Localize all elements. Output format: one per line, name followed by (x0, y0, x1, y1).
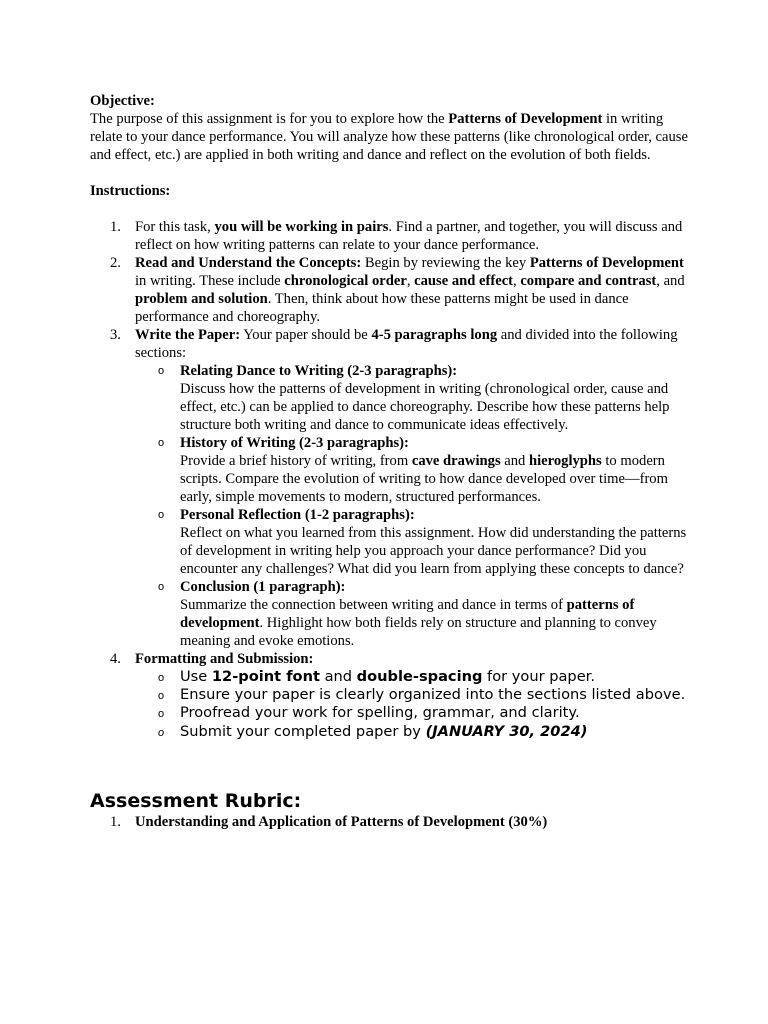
instruction-item: 2. Read and Understand the Concepts: Begin by reviewing the key Patterns of Development in writing. These include chronological order, cause and effect, compare and contrast, and problem and solution. Then, think about how these patterns might be used in dance performance and choreography. (110, 255, 685, 325)
formatting-item: o Use 12-point font and double-spacing for your paper. (158, 668, 595, 685)
due-date: (JANUARY 30, 2024) (425, 722, 588, 740)
formatting-item: o Ensure your paper is clearly organized into the sections listed above. (158, 686, 686, 704)
formatting-item: o Proofread your work for spelling, grammar, and clarity. (158, 704, 580, 722)
paper-section-item: o Personal Reflection (1-2 paragraphs): Reflect on what you learned from this assignment. How did understanding the patterns of development in writing help you approach your dance performance? Did you encounter any challenges? What did you learn from applying these concepts to dance? (158, 507, 687, 577)
instructions-list (90, 218, 690, 741)
rubric-list (90, 813, 690, 831)
instruction-item: 1. For this task, you will be working in pairs. Find a partner, and together, you will discuss and reflect on how writing patterns can relate to your dance performance. (110, 219, 683, 253)
instruction-item: 3. Write the Paper: Your paper should be 4-5 paragraphs long and divided into the following sections: o Relating Dance to Writing (2-3 paragraphs): Discuss how the patterns of development in writing (chronological order, cause and effect, etc.) can be applied to dance choreography. Describe how these patterns help structure both writing and dance to communicate ideas effectively. o History of Writing (2-3 paragraphs): Provide a brief history of writing, from cave drawings and hieroglyphs to modern scripts. Compare the evolution of writing to how dance developed over time—from early, simple movements to modern, structured performances. o Personal Reflection (1-2 paragraphs): Reflect on what you learned from this assignment. How did understanding the patterns of development in writing help you approach your dance performance? Did you encounter any challenges? What did you learn from applying these concepts to dance? o Conclusion (1 paragraph): Summarize the connection between writing and dance in terms of patterns of development. Highlight how both fields rely on structure and planning to convey meaning and evoke emotions. (90, 326, 690, 650)
paper-sections-list (135, 362, 690, 650)
formatting-item: o Submit your completed paper by (JANUARY 30, 2024) (158, 722, 588, 740)
rubric-heading: Assessment Rubric: (90, 789, 302, 812)
instruction-item: 4. Formatting and Submission: o Use 12-point font and double-spacing for your paper. o Ensure your paper is clearly organized into the sections listed above. o Proofread your work for spelling, grammar, and clarity. o Submit your completed paper by (JANUARY 30, 2024) (90, 650, 690, 741)
formatting-list (135, 668, 690, 741)
paper-section-item: o History of Writing (2-3 paragraphs): Provide a brief history of writing, from cave drawings and hieroglyphs to modern scripts. Compare the evolution of writing to how dance developed over time—from early, simple movements to modern, structured performances. (158, 435, 668, 505)
paper-section-item: o Conclusion (1 paragraph): Summarize the connection between writing and dance in terms of patterns of development. Highlight how both fields rely on structure and planning to convey meaning and evoke emotions. (158, 579, 657, 649)
objective-section (90, 92, 690, 741)
objective-paragraph: The purpose of this assignment is for you to explore how the Patterns of Development in writing relate to your dance performance. You will analyze how these patterns (like chronological order, cause and effect, etc.) are applied in both writing and dance and reflect on the evolution of both fields. (90, 111, 688, 163)
paper-section-item: o Relating Dance to Writing (2-3 paragraphs): Discuss how the patterns of development in writing (chronological order, cause and effect, etc.) can be applied to dance choreography. Describe how these patterns help structure both writing and dance to communicate ideas effectively. (158, 363, 670, 433)
rubric-item: 1. Understanding and Application of Patterns of Development (30%) (110, 813, 548, 830)
instructions-heading: Instructions: (90, 183, 171, 199)
document-page (90, 92, 690, 831)
objective-heading: Objective: (90, 93, 155, 109)
